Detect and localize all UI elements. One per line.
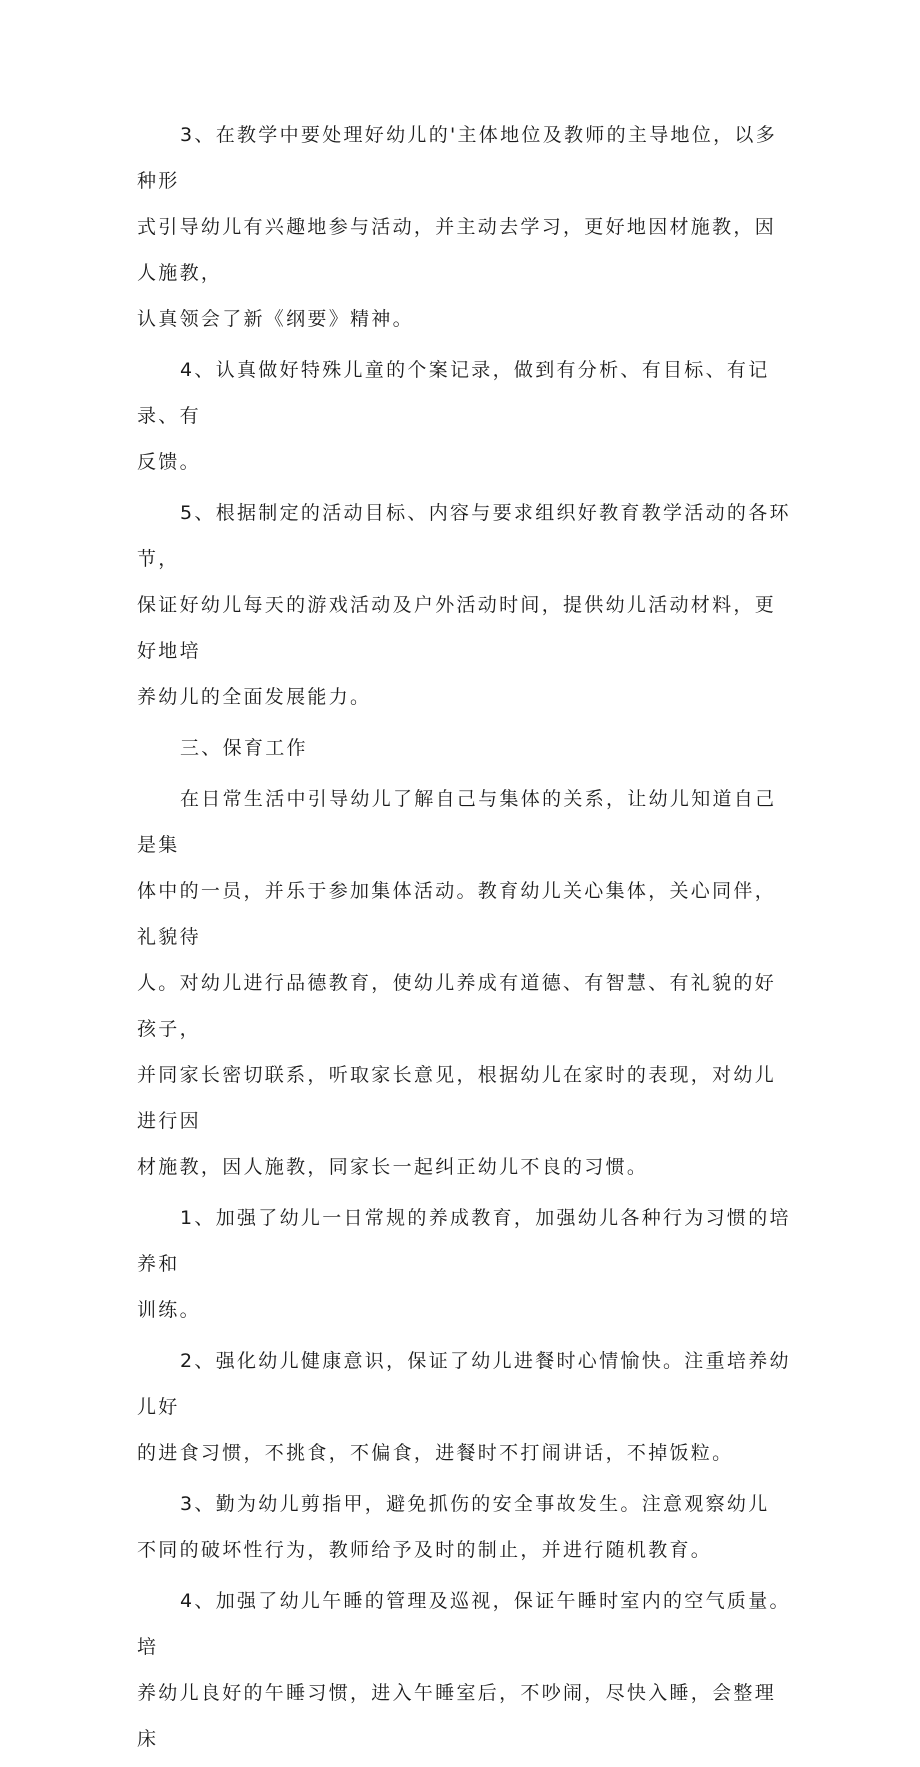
text-line: 人。对幼儿进行品德教育，使幼儿养成有道德、有智慧、有礼貌的好孩子，	[137, 972, 777, 1040]
text-line: 在日常生活中引导幼儿了解自己与集体的关系，让幼儿知道自己是集	[137, 788, 777, 856]
paragraph-teaching-3	[137, 112, 797, 342]
text-line: 2、强化幼儿健康意识，保证了幼儿进餐时心情愉快。注重培养幼儿好	[137, 1350, 791, 1418]
text-line: 保证好幼儿每天的游戏活动及户外活动时间，提供幼儿活动材料，更好地培	[137, 594, 777, 662]
paragraph-teaching-4	[137, 347, 797, 485]
paragraph-care-1	[137, 1195, 797, 1333]
paragraph-care-4	[137, 1578, 797, 1762]
text-line: 材施教，因人施教，同家长一起纠正幼儿不良的习惯。	[137, 1156, 649, 1178]
text-line: 不同的破坏性行为，教师给予及时的制止，并进行随机教育。	[137, 1539, 713, 1561]
text-line: 式引导幼儿有兴趣地参与活动，并主动去学习，更好地因材施教，因人施教，	[137, 216, 777, 284]
text-line: 5、根据制定的活动目标、内容与要求组织好教育教学活动的各环节，	[137, 502, 791, 570]
text-line: 4、加强了幼儿午睡的管理及巡视，保证午睡时室内的空气质量。培	[137, 1590, 791, 1658]
text-line: 1、加强了幼儿一日常规的养成教育，加强幼儿各种行为习惯的培养和	[137, 1207, 791, 1275]
paragraph-care-3	[137, 1481, 797, 1573]
text-line: 体中的一员，并乐于参加集体活动。教育幼儿关心集体，关心同伴，礼貌待	[137, 880, 777, 948]
text-line: 养幼儿的全面发展能力。	[137, 686, 372, 708]
text-line: 的进食习惯，不挑食，不偏食，进餐时不打闹讲话，不掉饭粒。	[137, 1442, 734, 1464]
text-line: 三、保育工作	[180, 737, 308, 759]
section-heading	[137, 725, 797, 771]
text-line: 认真领会了新《纲要》精神。	[137, 308, 414, 330]
text-line: 并同家长密切联系，听取家长意见，根据幼儿在家时的表现，对幼儿进行因	[137, 1064, 777, 1132]
text-line: 训练。	[137, 1299, 201, 1321]
paragraph-teaching-5	[137, 490, 797, 720]
text-line: 4、认真做好特殊儿童的个案记录，做到有分析、有目标、有记录、有	[137, 359, 770, 427]
paragraph-care-2	[137, 1338, 797, 1476]
text-line: 3、勤为幼儿剪指甲，避免抓伤的安全事故发生。注意观察幼儿	[180, 1493, 770, 1515]
text-line: 养幼儿良好的午睡习惯，进入午睡室后，不吵闹，尽快入睡，会整理床	[137, 1682, 777, 1750]
paragraph-care-intro	[137, 776, 797, 1190]
text-line: 反馈。	[137, 451, 201, 473]
document-body	[137, 112, 797, 1767]
text-line: 3、在教学中要处理好幼儿的'主体地位及教师的主导地位，以多种形	[137, 124, 778, 192]
